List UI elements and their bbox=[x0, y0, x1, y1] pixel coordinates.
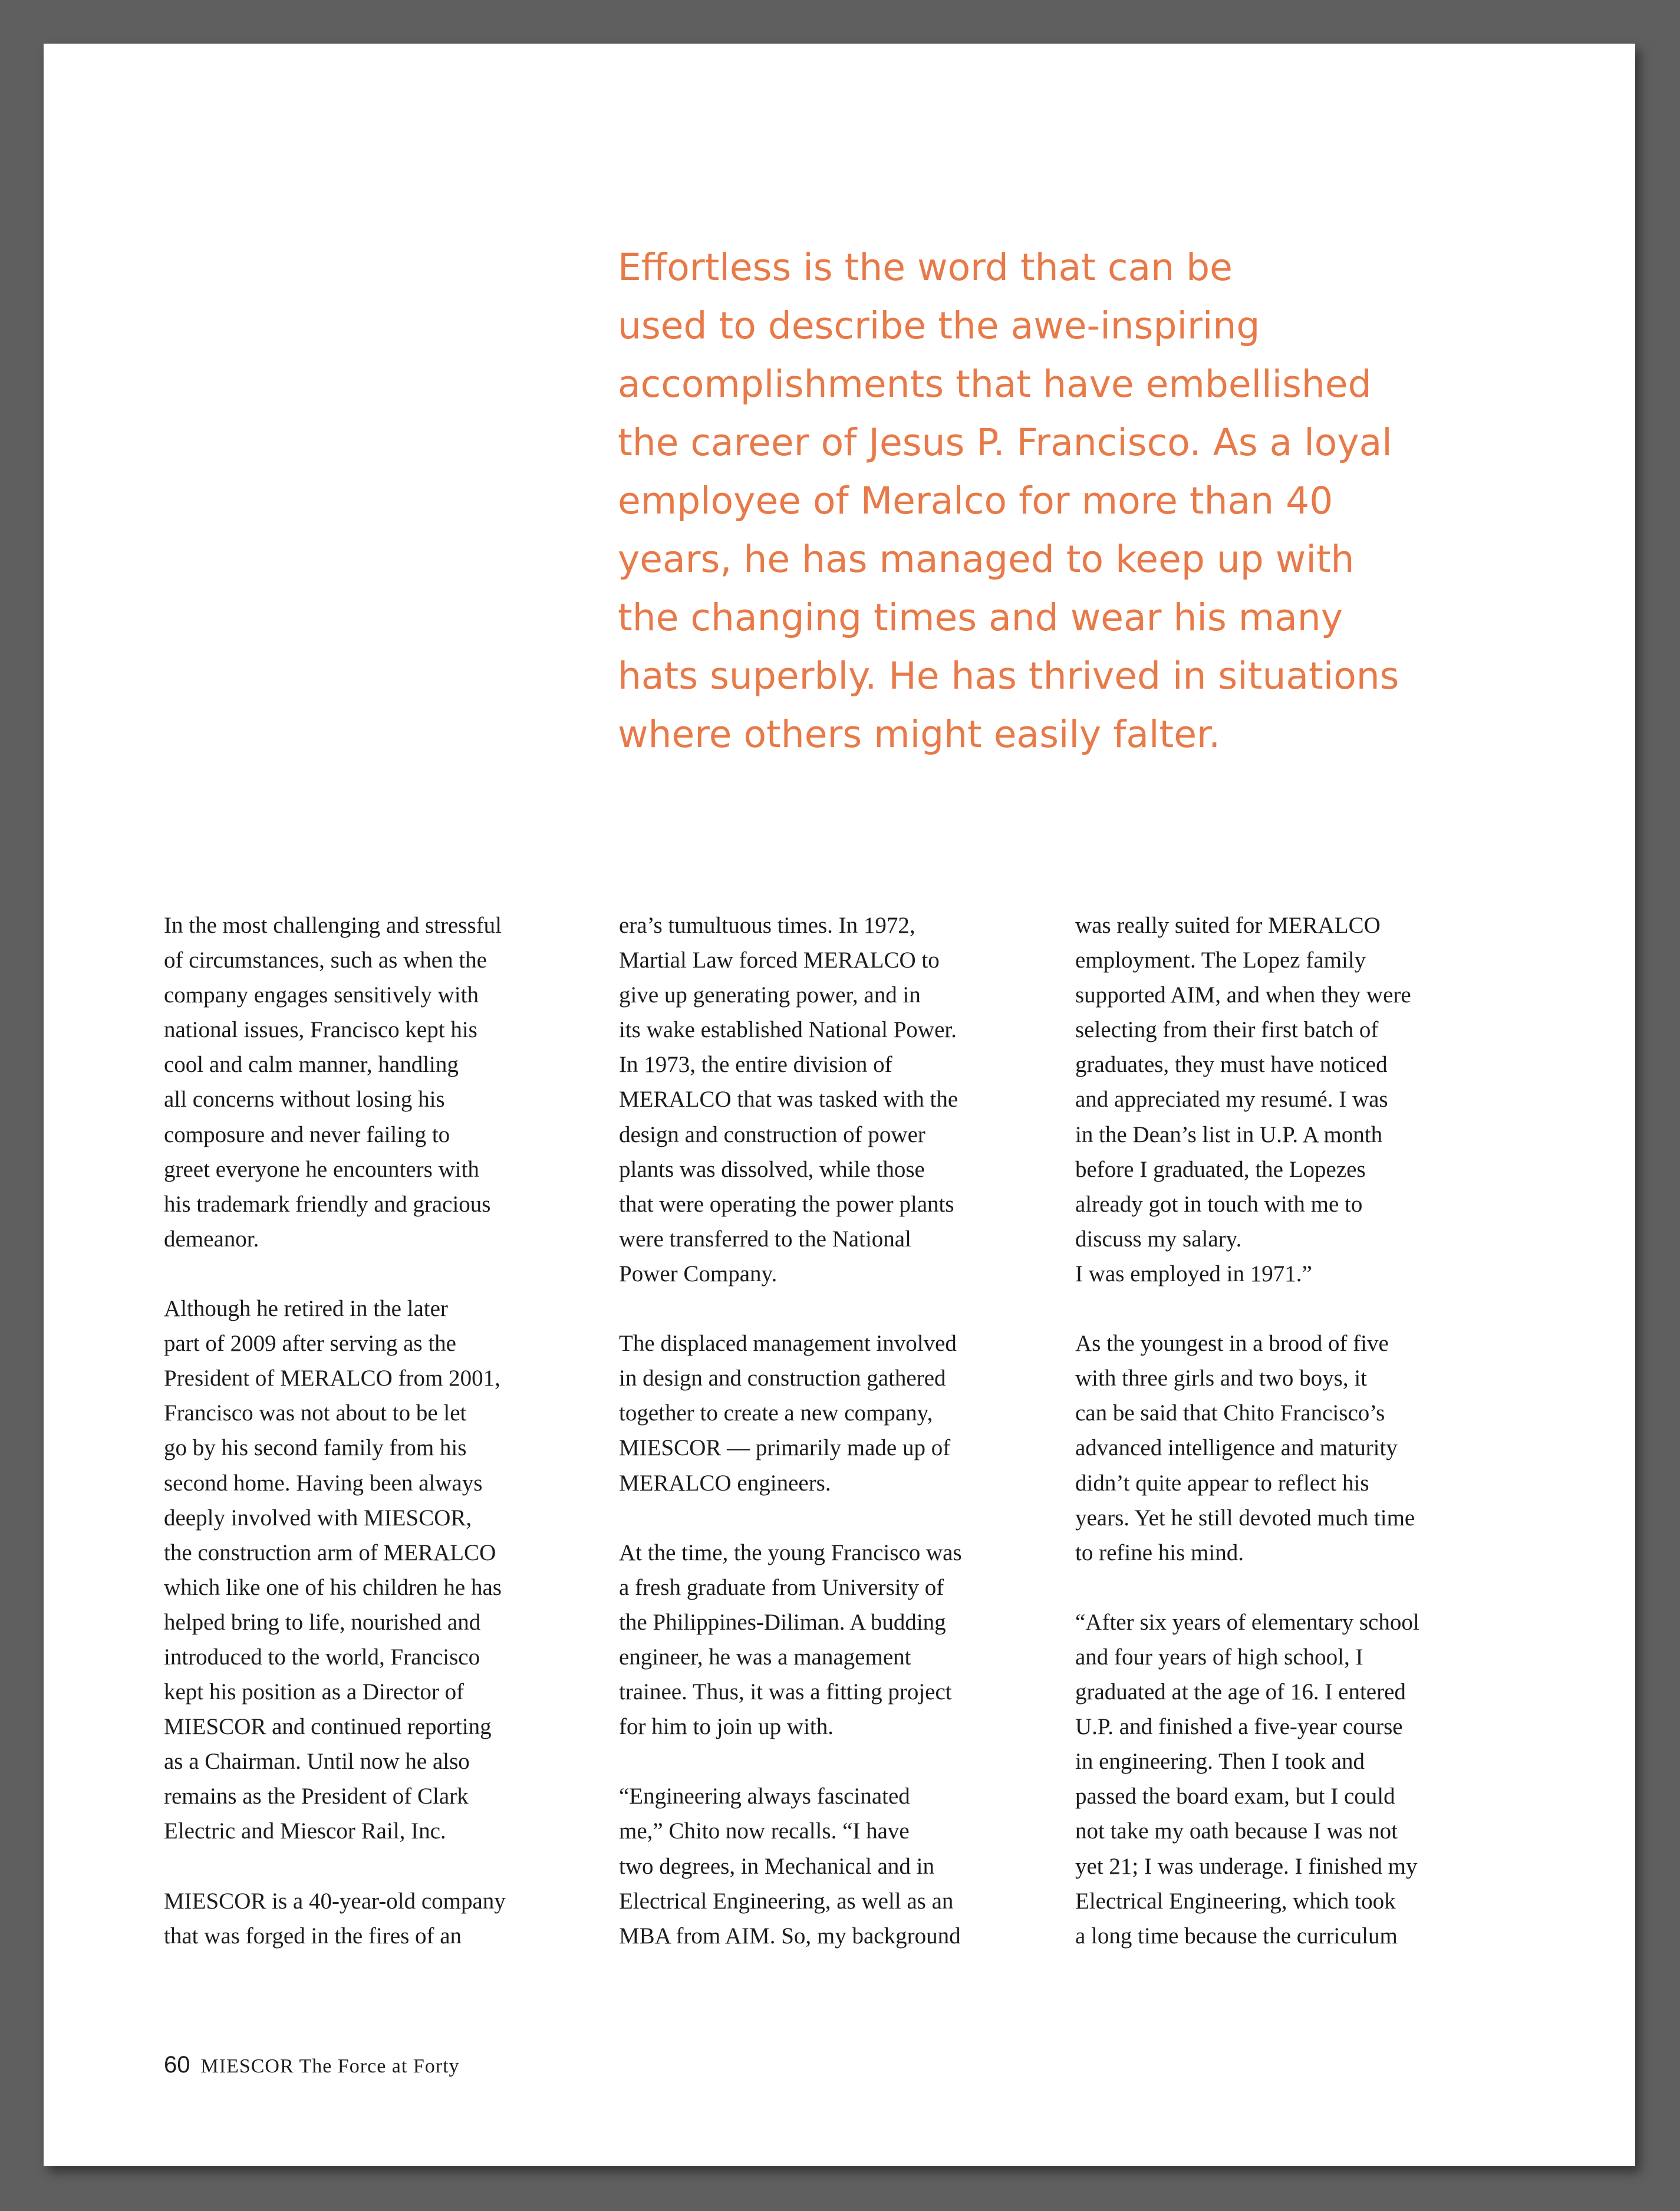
body-paragraph bbox=[619, 1326, 1032, 1500]
body-paragraph bbox=[1075, 1326, 1488, 1570]
body-line: “Engineering always fascinated bbox=[619, 1784, 910, 1809]
body-line: MIESCOR is a 40-year-old company bbox=[164, 1888, 506, 1914]
body-line: together to create a new company, bbox=[619, 1400, 933, 1426]
body-line: remains as the President of Clark bbox=[164, 1784, 469, 1809]
body-line: and appreciated my resumé. I was bbox=[1075, 1087, 1388, 1113]
body-line: give up generating power, and in bbox=[619, 982, 921, 1008]
pull-quote-line: hats superbly. He has thrived in situations bbox=[618, 654, 1399, 697]
body-line: Power Company. bbox=[619, 1261, 778, 1287]
body-line: In 1973, the entire division of bbox=[619, 1052, 892, 1078]
body-line: kept his position as a Director of bbox=[164, 1679, 465, 1705]
body-line: passed the board exam, but I could bbox=[1075, 1784, 1395, 1809]
pull-quote-line: the career of Jesus P. Francisco. As a loyal bbox=[618, 421, 1392, 464]
page-number: 60 bbox=[164, 2052, 190, 2078]
body-paragraph bbox=[619, 1779, 1032, 1953]
body-line: Electrical Engineering, as well as an bbox=[619, 1888, 954, 1914]
body-line: Electric and Miescor Rail, Inc. bbox=[164, 1818, 446, 1844]
pull-quote-line: accomplishments that have embellished bbox=[618, 363, 1372, 406]
body-line: cool and calm manner, handling bbox=[164, 1052, 459, 1078]
pull-quote-line: years, he has managed to keep up with bbox=[618, 538, 1355, 581]
body-line: deeply involved with MIESCOR, bbox=[164, 1505, 472, 1531]
body-line: President of MERALCO from 2001, bbox=[164, 1366, 500, 1391]
body-paragraph bbox=[164, 908, 577, 1256]
body-line: MERALCO that was tasked with the bbox=[619, 1087, 958, 1113]
body-line: which like one of his children he has bbox=[164, 1574, 502, 1600]
body-line: a long time because the curriculum bbox=[1075, 1923, 1398, 1949]
body-line: U.P. and finished a five-year course bbox=[1075, 1714, 1403, 1740]
body-line: advanced intelligence and maturity bbox=[1075, 1435, 1398, 1461]
body-line: was really suited for MERALCO bbox=[1075, 913, 1381, 938]
body-line: Francisco was not about to be let bbox=[164, 1400, 467, 1426]
body-line: graduates, they must have noticed bbox=[1075, 1052, 1388, 1078]
body-line: were transferred to the National bbox=[619, 1226, 911, 1252]
body-line: Although he retired in the later bbox=[164, 1296, 448, 1322]
body-paragraph bbox=[619, 1535, 1032, 1745]
body-line: At the time, the young Francisco was bbox=[619, 1539, 962, 1565]
document-page bbox=[44, 44, 1635, 2166]
body-line: supported AIM, and when they were bbox=[1075, 982, 1411, 1008]
body-line: MERALCO engineers. bbox=[619, 1470, 831, 1496]
body-line: for him to join up with. bbox=[619, 1714, 834, 1740]
body-line: “After six years of elementary school bbox=[1075, 1609, 1419, 1635]
body-line: composure and never failing to bbox=[164, 1121, 450, 1147]
body-line: company engages sensitively with bbox=[164, 982, 479, 1008]
body-line: in engineering. Then I took and bbox=[1075, 1749, 1365, 1775]
body-line: in design and construction gathered bbox=[619, 1366, 946, 1391]
body-line: all concerns without losing his bbox=[164, 1087, 445, 1113]
pull-quote-line: employee of Meralco for more than 40 bbox=[618, 479, 1333, 522]
body-line: greet everyone he encounters with bbox=[164, 1156, 479, 1182]
body-line: demeanor. bbox=[164, 1226, 259, 1252]
body-line: graduated at the age of 16. I entered bbox=[1075, 1679, 1406, 1705]
body-line: design and construction of power bbox=[619, 1121, 925, 1147]
body-line: yet 21; I was underage. I finished my bbox=[1075, 1853, 1418, 1879]
body-paragraph bbox=[1075, 1605, 1488, 1953]
body-line: with three girls and two boys, it bbox=[1075, 1366, 1368, 1391]
body-line: part of 2009 after serving as the bbox=[164, 1331, 456, 1357]
body-line: his trademark friendly and gracious bbox=[164, 1191, 491, 1217]
body-line: in the Dean’s list in U.P. A month bbox=[1075, 1121, 1383, 1147]
publication-title: MIESCOR The Force at Forty bbox=[200, 2055, 460, 2077]
body-line: before I graduated, the Lopezes bbox=[1075, 1156, 1366, 1182]
text-column-3 bbox=[1075, 908, 1488, 1953]
body-line: that was forged in the fires of an bbox=[164, 1923, 462, 1949]
body-line: second home. Having been always bbox=[164, 1470, 483, 1496]
body-line: and four years of high school, I bbox=[1075, 1644, 1363, 1670]
body-line: introduced to the world, Francisco bbox=[164, 1644, 480, 1670]
body-line: the Philippines-Diliman. A budding bbox=[619, 1609, 946, 1635]
body-line: already got in touch with me to bbox=[1075, 1191, 1363, 1217]
body-line: selecting from their first batch of bbox=[1075, 1017, 1379, 1043]
body-line: of circumstances, such as when the bbox=[164, 947, 487, 973]
body-line: years. Yet he still devoted much time bbox=[1075, 1505, 1415, 1531]
pull-quote-line: the changing times and wear his many bbox=[618, 596, 1343, 639]
text-column-2 bbox=[619, 908, 1032, 1953]
body-paragraph bbox=[164, 1291, 577, 1849]
body-line: its wake established National Power. bbox=[619, 1017, 957, 1043]
page-footer bbox=[164, 2052, 460, 2078]
pull-quote-line: used to describe the awe-inspiring bbox=[618, 304, 1260, 347]
body-line: MIESCOR — primarily made up of bbox=[619, 1435, 951, 1461]
body-line: MBA from AIM. So, my background bbox=[619, 1923, 961, 1949]
pull-quote-line: where others might easily falter. bbox=[618, 713, 1221, 756]
body-paragraph bbox=[1075, 908, 1488, 1291]
body-line: employment. The Lopez family bbox=[1075, 947, 1366, 973]
body-line: helped bring to life, nourished and bbox=[164, 1609, 481, 1635]
body-line: can be said that Chito Francisco’s bbox=[1075, 1400, 1385, 1426]
pull-quote-line: Effortless is the word that can be bbox=[618, 246, 1233, 289]
body-line: a fresh graduate from University of bbox=[619, 1574, 944, 1600]
body-line: national issues, Francisco kept his bbox=[164, 1017, 477, 1043]
body-line: discuss my salary. bbox=[1075, 1226, 1242, 1252]
body-line: In the most challenging and stressful bbox=[164, 913, 502, 938]
body-line: MIESCOR and continued reporting bbox=[164, 1714, 492, 1740]
body-paragraph bbox=[164, 1884, 577, 1953]
body-line: didn’t quite appear to reflect his bbox=[1075, 1470, 1369, 1496]
body-line: As the youngest in a brood of five bbox=[1075, 1331, 1389, 1357]
body-line: plants was dissolved, while those bbox=[619, 1156, 925, 1182]
body-line: Martial Law forced MERALCO to bbox=[619, 947, 940, 973]
pull-quote bbox=[618, 238, 1537, 764]
body-line: The displaced management involved bbox=[619, 1331, 957, 1357]
body-line: two degrees, in Mechanical and in bbox=[619, 1853, 934, 1879]
body-line: the construction arm of MERALCO bbox=[164, 1539, 496, 1565]
body-line: not take my oath because I was not bbox=[1075, 1818, 1398, 1844]
body-line: trainee. Thus, it was a fitting project bbox=[619, 1679, 952, 1705]
text-column-1 bbox=[164, 908, 577, 1953]
body-paragraph bbox=[619, 908, 1032, 1291]
body-line: to refine his mind. bbox=[1075, 1539, 1244, 1565]
body-line: me,” Chito now recalls. “I have bbox=[619, 1818, 910, 1844]
body-line: I was employed in 1971.” bbox=[1075, 1261, 1312, 1287]
body-line: that were operating the power plants bbox=[619, 1191, 954, 1217]
body-line: Electrical Engineering, which took bbox=[1075, 1888, 1396, 1914]
body-line: era’s tumultuous times. In 1972, bbox=[619, 913, 915, 938]
body-line: as a Chairman. Until now he also bbox=[164, 1749, 470, 1775]
body-line: go by his second family from his bbox=[164, 1435, 467, 1461]
body-line: engineer, he was a management bbox=[619, 1644, 911, 1670]
